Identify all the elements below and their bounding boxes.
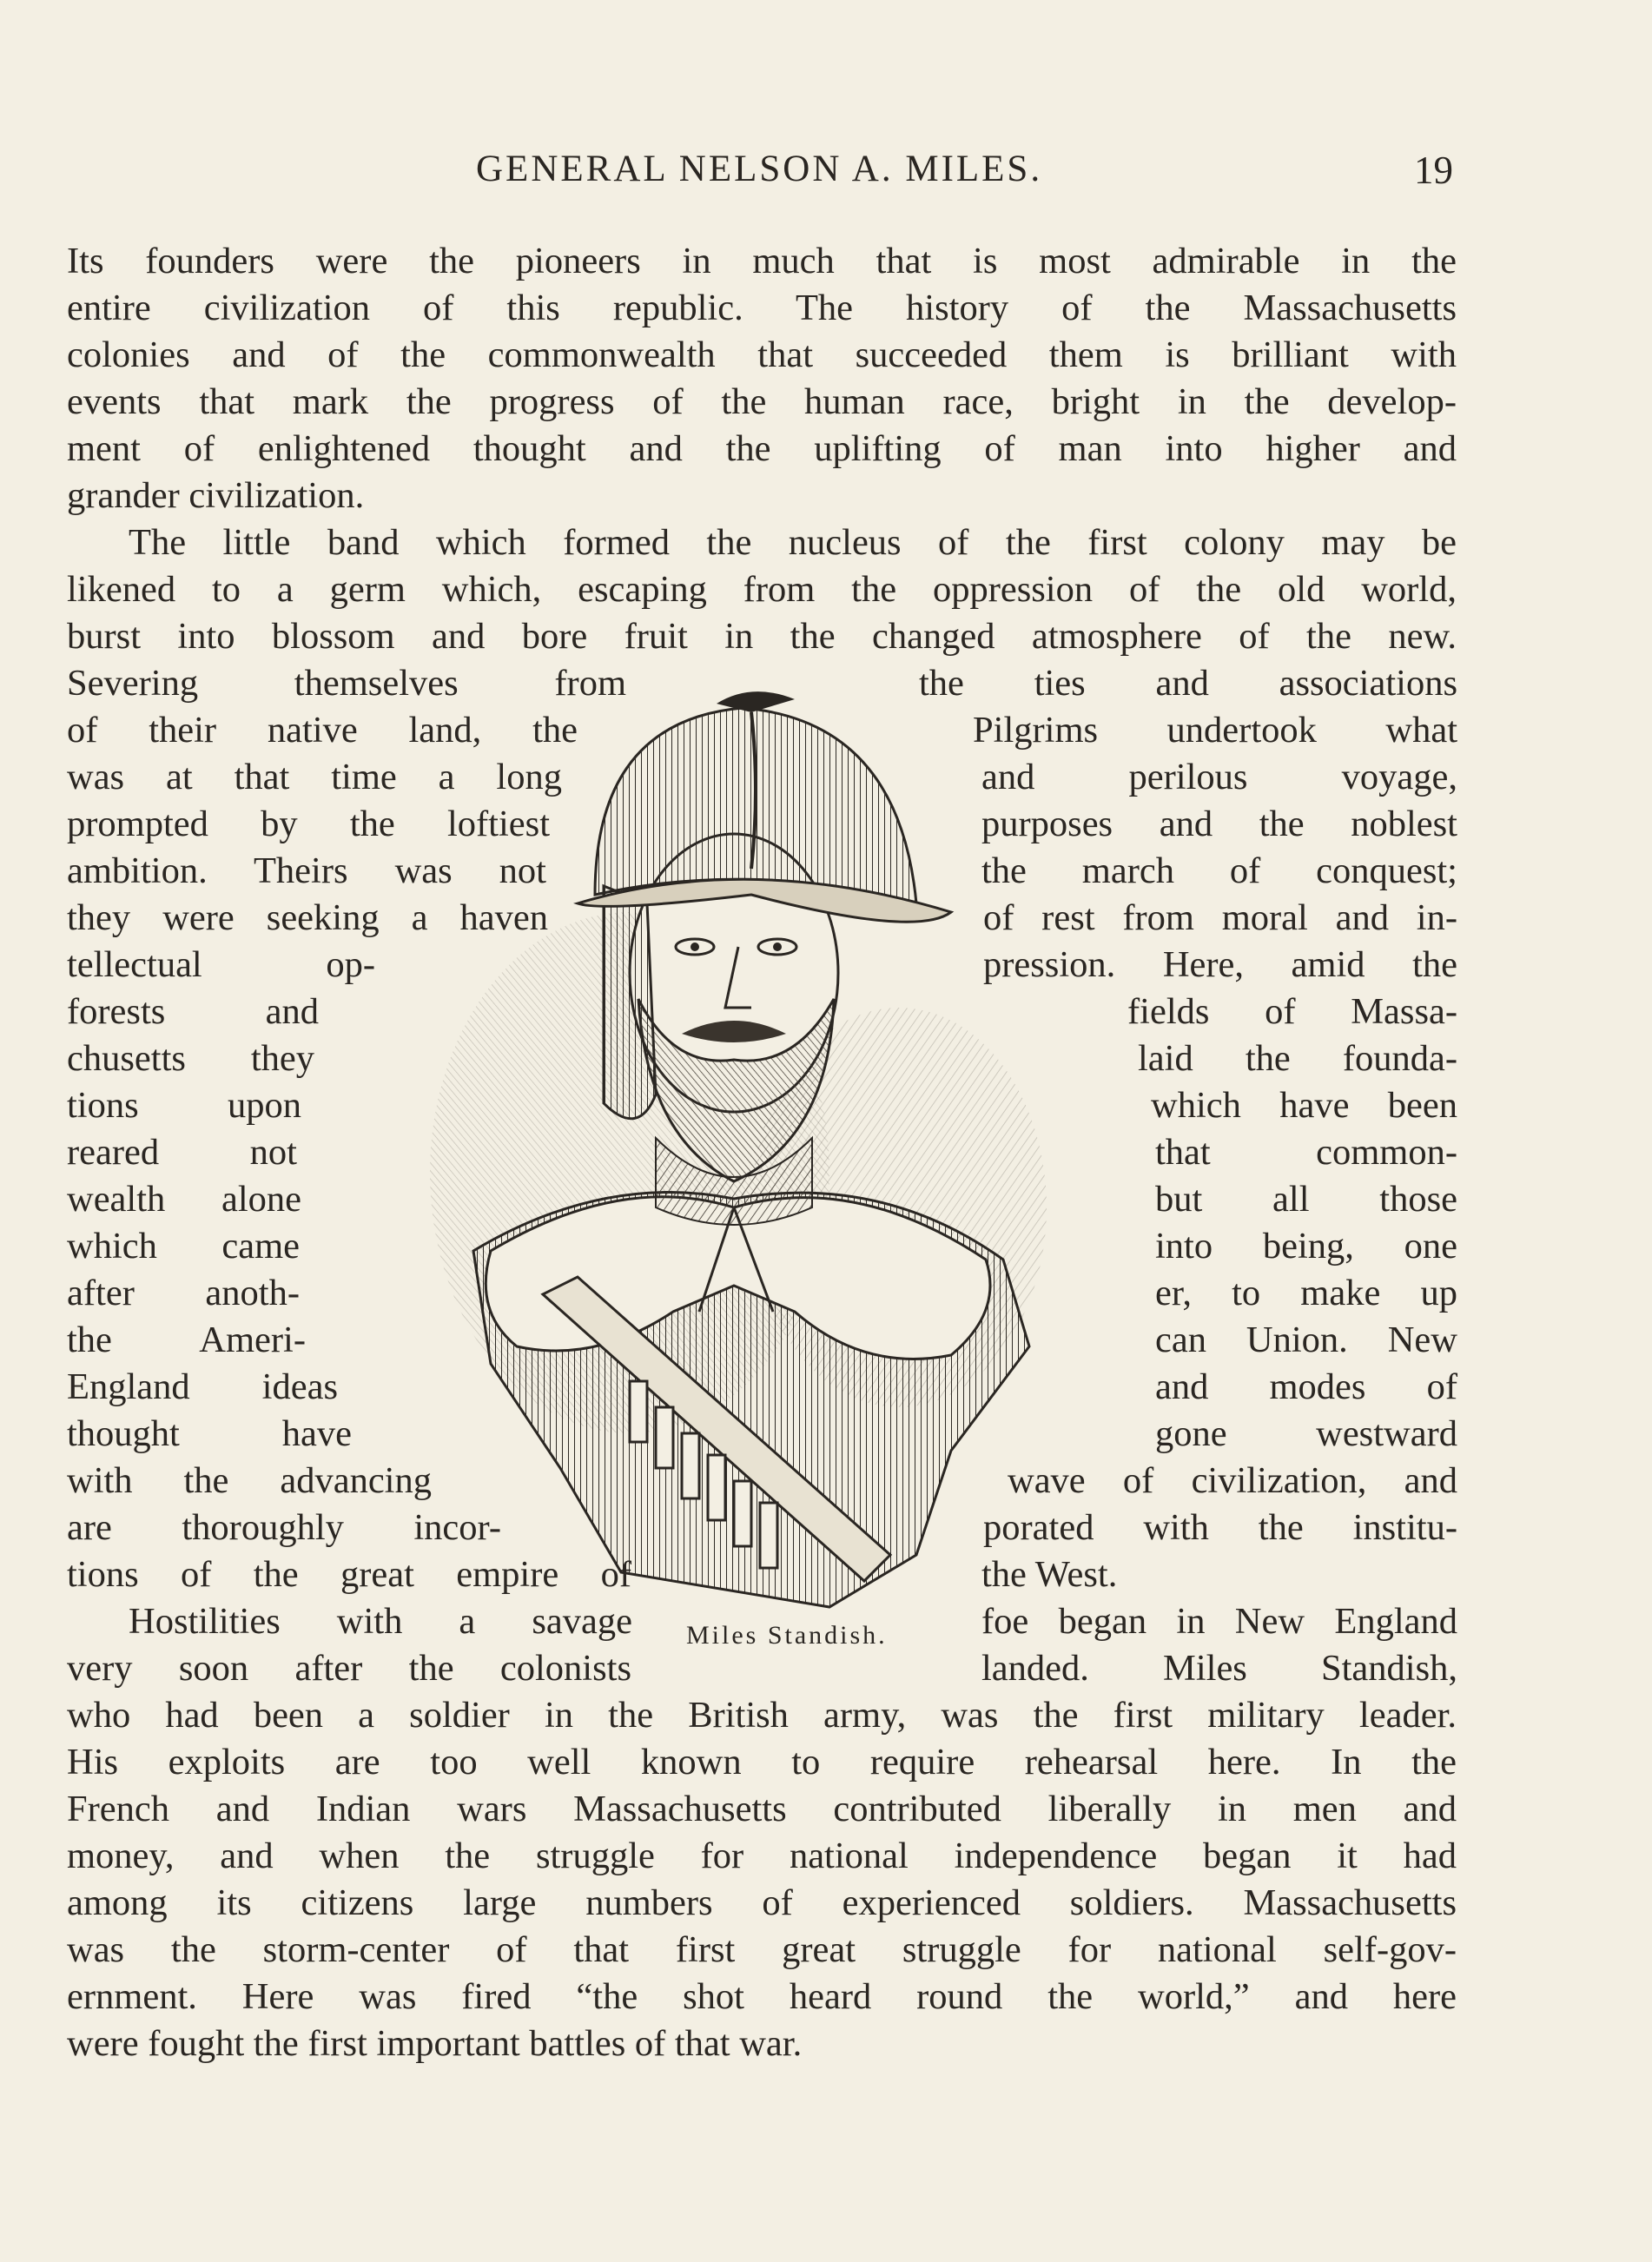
body-line: grander civilization.: [67, 475, 365, 516]
left-column-line: prompted by the loftiest: [67, 804, 550, 844]
body-line: entire civilization of this republic. The history of the Massachusetts: [67, 288, 1457, 328]
right-column-line: landed. Miles Standish,: [981, 1648, 1457, 1689]
left-column-line: chusetts they: [67, 1038, 314, 1079]
body-line: burst into blossom and bore fruit in the changed atmosphere of the new.: [67, 616, 1457, 657]
left-column-line: tions of the great empire of: [67, 1554, 631, 1595]
left-column-line: ambition. Theirs was not: [67, 850, 546, 891]
body-line: events that mark the progress of the human race, bright in the develop-: [67, 381, 1457, 422]
left-column-line: they were seeking a haven: [67, 897, 548, 938]
body-line: among its citizens large numbers of experienced soldiers. Massachusetts: [67, 1882, 1457, 1923]
right-column-line: er, to make up: [1155, 1273, 1457, 1313]
page-header: [0, 148, 1652, 200]
body-line: colonies and of the commonwealth that succeeded them is brilliant with: [67, 334, 1457, 375]
left-column-line: the Ameri-: [67, 1320, 306, 1360]
right-column-line: and perilous voyage,: [981, 757, 1457, 797]
left-column-line: of their native land, the: [67, 710, 578, 751]
left-column-line: with the advancing: [67, 1460, 432, 1501]
figure-caption: Miles Standish.: [686, 1621, 888, 1650]
body-line: The little band which formed the nucleus of the first colony may be: [129, 522, 1457, 563]
left-column-line: thought have: [67, 1413, 352, 1454]
body-line: were fought the first important battles of that war.: [67, 2023, 803, 2064]
left-column-line: Hostilities with a savage: [129, 1601, 632, 1642]
left-column-line: tellectual op-: [67, 944, 375, 985]
right-column-line: the West.: [981, 1554, 1118, 1595]
right-column-line: the march of conquest;: [981, 850, 1457, 891]
right-column-line: gone westward: [1155, 1413, 1457, 1454]
page-number: 19: [1414, 149, 1453, 192]
right-column-line: and modes of: [1155, 1366, 1457, 1407]
right-column-line: pression. Here, amid the: [983, 944, 1457, 985]
body-line: ernment. Here was fired “the shot heard round the world,” and here: [67, 1976, 1457, 2017]
right-column-line: which have been: [1151, 1085, 1457, 1126]
left-column-line: tions upon: [67, 1085, 301, 1126]
left-column-line: reared not: [67, 1132, 297, 1173]
body-line: Its founders were the pioneers in much that is most admirable in the: [67, 241, 1457, 281]
right-column-line: laid the founda-: [1138, 1038, 1457, 1079]
body-line: who had been a soldier in the British army, was the first military leader.: [67, 1695, 1457, 1736]
body-line: was the storm-center of that first great struggle for national self-gov-: [67, 1929, 1457, 1970]
left-column-line: very soon after the colonists: [67, 1648, 631, 1689]
right-column-line: wave of civilization, and: [1008, 1460, 1457, 1501]
body-line: ment of enlightened thought and the uplifting of man into higher and: [67, 428, 1457, 469]
right-column-line: of rest from moral and in-: [983, 897, 1457, 938]
right-column-line: foe began in New England: [981, 1601, 1457, 1642]
right-column-line: purposes and the noblest: [981, 804, 1457, 844]
left-column-line: wealth alone: [67, 1179, 301, 1220]
right-column-line: Pilgrims undertook what: [973, 710, 1457, 751]
right-column-line: the ties and associations: [919, 663, 1457, 704]
right-column-line: but all those: [1155, 1179, 1457, 1220]
left-column-line: which came: [67, 1226, 300, 1267]
right-column-line: porated with the institu-: [983, 1507, 1457, 1548]
left-column-line: after anoth-: [67, 1273, 300, 1313]
left-column-line: Severing themselves from: [67, 663, 626, 704]
left-column-line: was at that time a long: [67, 757, 562, 797]
body-line: His exploits are too well known to require rehearsal here. In the: [67, 1742, 1457, 1782]
left-column-line: forests and: [67, 991, 319, 1032]
right-column-line: that common-: [1155, 1132, 1457, 1173]
right-column-line: can Union. New: [1155, 1320, 1457, 1360]
left-column-line: are thoroughly incor-: [67, 1507, 501, 1548]
running-head: GENERAL NELSON A. MILES.: [476, 149, 1043, 189]
body-line: French and Indian wars Massachusetts contributed liberally in men and: [67, 1789, 1457, 1829]
body-line: money, and when the struggle for national independence began it had: [67, 1835, 1457, 1876]
right-column-line: fields of Massa-: [1127, 991, 1457, 1032]
left-column-line: England ideas: [67, 1366, 338, 1407]
right-column-line: into being, one: [1155, 1226, 1457, 1267]
body-line: likened to a germ which, escaping from the oppression of the old world,: [67, 569, 1457, 610]
